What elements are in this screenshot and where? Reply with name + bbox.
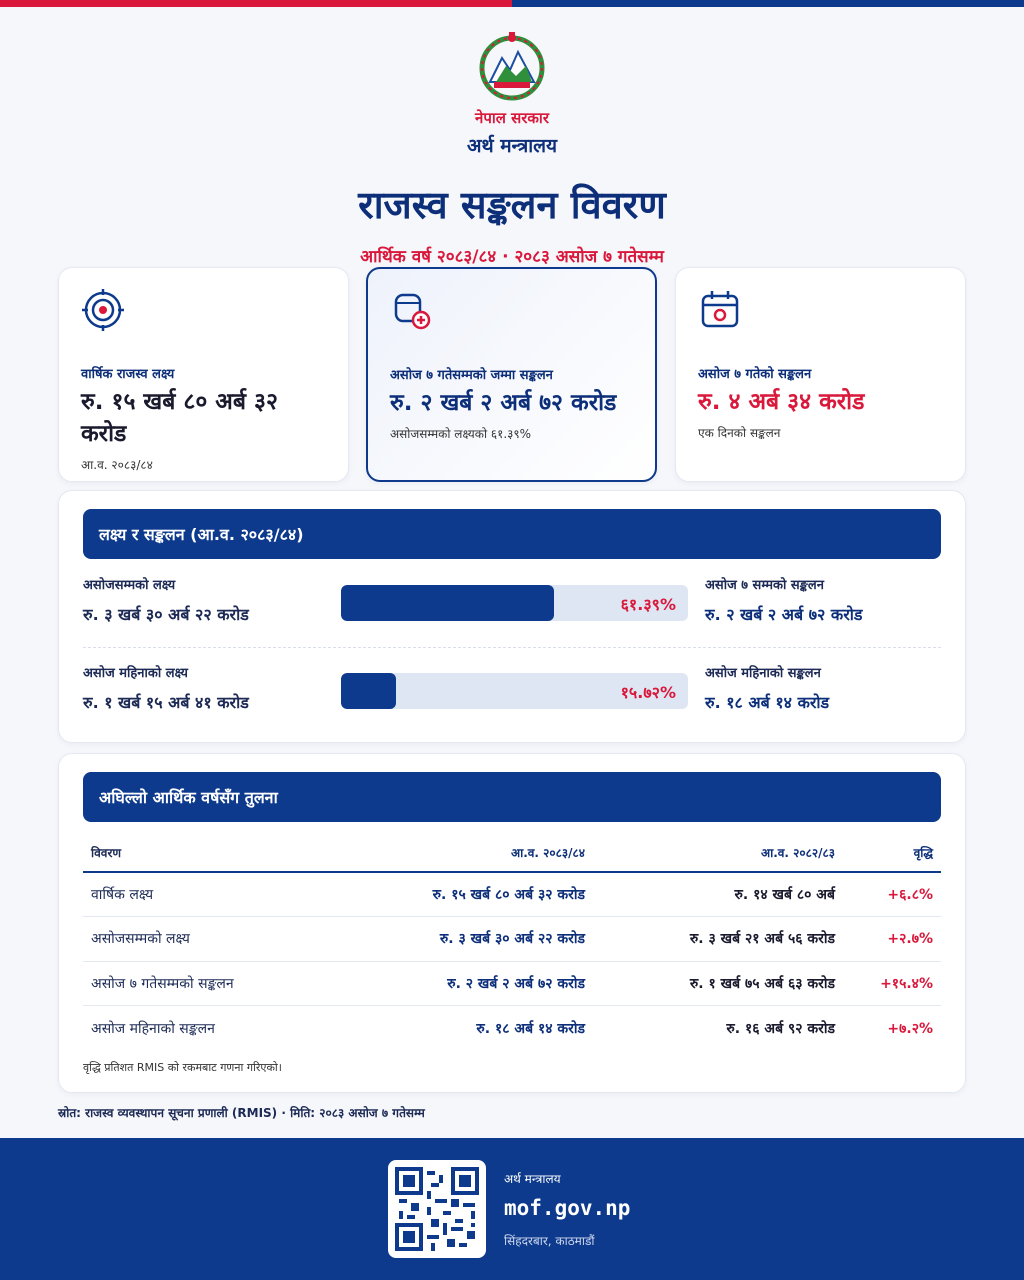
section-heading: लक्ष्य र सङ्कलन (आ.व. २०८३/८४) <box>83 509 941 559</box>
stat-label: असोज ७ गतेसम्मको जम्मा सङ्कलन <box>390 368 553 383</box>
page-subtitle: आर्थिक वर्ष २०८३/८४ · २०८३ असोज ७ गतेसम्म <box>360 247 664 267</box>
qr-code-icon <box>395 1167 479 1251</box>
website-link[interactable]: mof.gov.np <box>504 1196 631 1220</box>
target-value: रु. ३ खर्ब ३० अर्ब २२ करोड <box>83 605 249 624</box>
current-year-value: रु. २ खर्ब २ अर्ब ७२ करोड <box>343 961 593 1006</box>
stat-value: रु. ४ अर्ब ३४ करोड <box>698 389 865 415</box>
current-year-value: रु. ३ खर्ब ३० अर्ब २२ करोड <box>343 917 593 962</box>
collected-label: असोज महिनाको सङ्कलन <box>705 666 821 681</box>
target-label: असोज महिनाको लक्ष्य <box>83 666 188 681</box>
current-year-value: रु. १५ खर्ब ८० अर्ब ३२ करोड <box>343 872 593 917</box>
collected-value: रु. १८ अर्ब १४ करोड <box>705 693 830 712</box>
table-header-row <box>83 836 941 872</box>
ministry-name: अर्थ मन्त्रालय <box>466 135 558 157</box>
stat-card-annual-target <box>58 267 349 482</box>
column-header: आ.व. २०८२/८३ <box>593 836 843 872</box>
section-heading: अघिल्लो आर्थिक वर्षसँग तुलना <box>83 772 941 822</box>
column-header: आ.व. २०८३/८४ <box>343 836 593 872</box>
top-bar-red <box>0 0 512 7</box>
page-title: राजस्व सङ्कलन विवरण <box>358 183 666 227</box>
row-label: असोजसम्मको लक्ष्य <box>83 917 343 962</box>
previous-year-value: रु. ३ खर्ब २१ अर्ब ५६ करोड <box>593 917 843 962</box>
calendar-icon <box>698 288 742 332</box>
source-note: स्रोत: राजस्व व्यवस्थापन सूचना प्रणाली (RMIS) · मिति: २०८३ असोज ७ गतेसम्म <box>58 1106 425 1120</box>
stat-label: असोज ७ गतेको सङ्कलन <box>698 367 812 382</box>
progress-bar <box>341 673 688 709</box>
column-header: विवरण <box>83 836 343 872</box>
stat-card-daily-collection <box>675 267 966 482</box>
comparison-table <box>83 836 941 1050</box>
stat-note: आ.व. २०८३/८४ <box>81 458 153 472</box>
table-footnote: वृद्धि प्रतिशत RMIS को रकमबाट गणना गरिएको। <box>83 1061 282 1074</box>
stat-note: असोजसम्मको लक्ष्यको ६१.३९% <box>390 427 532 441</box>
progress-row <box>83 663 941 733</box>
table-row <box>83 872 941 917</box>
footer-address: सिंहदरबार, काठमाडौं <box>504 1234 595 1248</box>
progress-percent: ६१.३९% <box>620 595 676 614</box>
column-header: वृद्धि <box>843 836 941 872</box>
current-year-value: रु. १८ अर्ब १४ करोड <box>476 1020 585 1037</box>
row-divider <box>83 647 941 648</box>
table-row <box>83 1006 941 1051</box>
row-label: असोज महिनाको सङ्कलन <box>91 1020 215 1037</box>
previous-year-value: रु. १४ खर्ब ८० अर्ब <box>593 872 843 917</box>
previous-year-value: रु. १६ अर्ब ९२ करोड <box>726 1020 835 1037</box>
stat-value: रु. १५ खर्ब ८० अर्ब ३२ करोड <box>81 389 278 447</box>
stat-card-total-collection <box>366 267 657 482</box>
page-header <box>0 30 1024 267</box>
progress-fill <box>341 673 396 709</box>
target-label: असोजसम्मको लक्ष्य <box>83 578 176 593</box>
collected-label: असोज ७ सम्मको सङ्कलन <box>705 578 824 593</box>
progress-bar <box>341 585 688 621</box>
progress-fill <box>341 585 554 621</box>
comparison-section <box>58 753 966 1093</box>
target-collection-section <box>58 490 966 743</box>
growth-value: +७.२% <box>887 1020 933 1037</box>
growth-value: +६.८% <box>843 872 941 917</box>
table-row <box>83 961 941 1006</box>
stat-label: वार्षिक राजस्व लक्ष्य <box>81 367 175 382</box>
target-icon <box>81 288 125 332</box>
page-footer <box>0 1138 1024 1280</box>
progress-row <box>83 575 941 645</box>
nepal-emblem-icon <box>476 30 548 102</box>
top-bar-blue <box>512 0 1024 7</box>
previous-year-value: रु. १ खर्ब ७५ अर्ब ६३ करोड <box>593 961 843 1006</box>
row-label: वार्षिक लक्ष्य <box>83 872 343 917</box>
database-add-icon <box>390 289 434 333</box>
footer-ministry: अर्थ मन्त्रालय <box>504 1172 561 1186</box>
stat-note: एक दिनको सङ्कलन <box>698 426 781 440</box>
growth-value: +२.७% <box>843 917 941 962</box>
stat-value: रु. २ खर्ब २ अर्ब ७२ करोड <box>390 390 617 416</box>
table-row <box>83 917 941 962</box>
progress-percent: १५.७२% <box>620 683 676 702</box>
qr-code[interactable] <box>388 1160 486 1258</box>
target-value: रु. १ खर्ब १५ अर्ब ४१ करोड <box>83 693 249 712</box>
row-label: असोज ७ गतेसम्मको सङ्कलन <box>83 961 343 1006</box>
growth-value: +१५.४% <box>843 961 941 1006</box>
collected-value: रु. २ खर्ब २ अर्ब ७२ करोड <box>705 605 863 624</box>
government-name: नेपाल सरकार <box>475 109 549 127</box>
top-accent-bar <box>0 0 1024 7</box>
